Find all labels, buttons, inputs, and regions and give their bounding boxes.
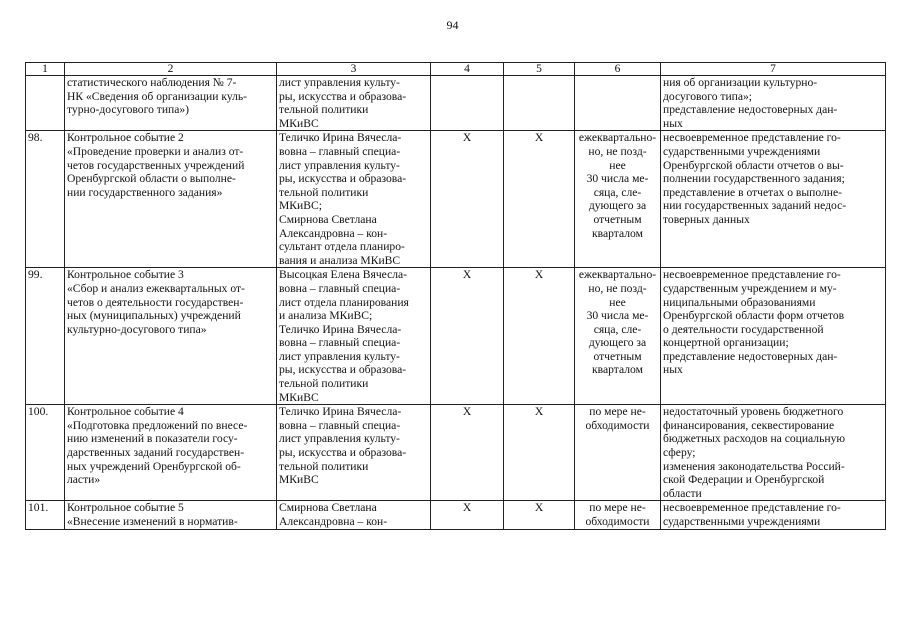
control-event-line: «Подготовка предложений по внесе- [67, 418, 248, 432]
responsible-person [277, 501, 431, 529]
column-number-row [26, 63, 886, 76]
responsible-person-line: Высоцкая Елена Вячесла- [279, 268, 408, 282]
responsible-person-line: вания и анализа МКиВС [279, 253, 401, 267]
mark-cell: X [431, 405, 504, 501]
risks-line: о деятельности государственной [663, 322, 824, 336]
deadline-line: сяца, сле- [593, 185, 642, 199]
mark-cell: X [504, 501, 575, 529]
risks-line: Оренбургской области отчетов о вы- [663, 158, 844, 172]
responsible-person [277, 268, 431, 405]
mark-cell: X [504, 405, 575, 501]
control-event-line: ных учреждений Оренбургской об- [67, 459, 241, 473]
deadline-line: но, не позд- [588, 144, 647, 158]
mark-cell: X [431, 131, 504, 268]
column-header: 5 [504, 63, 575, 76]
responsible-person-line: Смирнова Светлана [279, 501, 377, 515]
deadline-line: сяца, сле- [593, 322, 642, 336]
control-event-line: ласти» [67, 473, 101, 487]
deadline-line: по мере не- [589, 501, 646, 515]
responsible-person-line: МКиВС; [279, 199, 322, 213]
deadline [575, 268, 661, 405]
responsible-person-line: ры, искусства и образова- [279, 172, 407, 186]
risks-line: несвоевременное представление го- [663, 131, 841, 145]
control-event-line: четов о деятельности государствен- [67, 295, 244, 309]
control-event-line: турно-досугового типа») [67, 103, 190, 117]
responsible-person-line: лист управления культу- [279, 76, 400, 89]
deadline-line: 30 числа ме- [586, 309, 649, 323]
risks [661, 405, 886, 501]
risks-line: несвоевременное представление го- [663, 501, 841, 515]
column-header: 7 [661, 63, 886, 76]
row-number: 98. [26, 131, 65, 268]
responsible-person-line: тельной политики [279, 103, 369, 117]
mark-cell [504, 76, 575, 131]
deadline-line: обходимости [585, 515, 650, 528]
deadline-line: кварталом [592, 363, 643, 377]
control-event-line: ных (муниципальных) учреждений [67, 309, 241, 323]
control-event-line: дарственных заданий государствен- [67, 446, 245, 460]
deadline-line: но, не позд- [588, 281, 647, 295]
control-event-line: «Проведение проверки и анализ от- [67, 144, 244, 158]
control-event-line: четов государственных учреждений [67, 158, 245, 172]
column-header: 2 [65, 63, 277, 76]
risks-line: товерных данных [663, 212, 750, 226]
responsible-person-line: Александровна – кон- [279, 515, 388, 528]
control-event-line: культурно-досугового типа» [67, 322, 207, 336]
control-event-line: Контрольное событие 5 [67, 501, 184, 515]
risks-line: представление в отчетах о выполне- [663, 185, 843, 199]
responsible-person-line: вовна – главный специа- [279, 144, 401, 158]
risks-line: сударственными учреждениями [663, 515, 821, 528]
column-header: 1 [26, 63, 65, 76]
control-event-line: «Внесение изменений в норматив- [67, 515, 238, 528]
responsible-person-line: вовна – главный специа- [279, 281, 401, 295]
responsible-person-line: Теличко Ирина Вячесла- [279, 405, 402, 419]
mark-cell: X [431, 501, 504, 529]
row-number: 101. [26, 501, 65, 529]
deadline-line: кварталом [592, 226, 643, 240]
responsible-person-line: тельной политики [279, 459, 369, 473]
risks-line: несвоевременное представление го- [663, 268, 841, 282]
control-event [65, 268, 277, 405]
control-event [65, 131, 277, 268]
responsible-person-line: лист управления культу- [279, 349, 400, 363]
responsible-person-line: тельной политики [279, 377, 369, 391]
responsible-person-line: МКиВС [279, 116, 319, 130]
mark-cell: X [504, 268, 575, 405]
mark-cell: X [504, 131, 575, 268]
risks-line: недостаточный уровень бюджетного [663, 405, 844, 419]
risks-line: представление недостоверных дан- [663, 103, 838, 117]
deadline [575, 76, 661, 131]
risks [661, 501, 886, 529]
risks [661, 131, 886, 268]
risks-line: ской Федерации и Оренбургской [663, 473, 825, 487]
risks-line: нии государственных заданий недос- [663, 199, 847, 213]
deadline-line: отчетным [593, 349, 642, 363]
responsible-person [277, 131, 431, 268]
table-row [26, 501, 886, 529]
control-event-line: «Сбор и анализ ежеквартальных от- [67, 281, 245, 295]
control-event-line: Контрольное событие 4 [67, 405, 184, 419]
control-event [65, 76, 277, 131]
responsible-person-line: вовна – главный специа- [279, 336, 401, 350]
document-table [25, 62, 886, 530]
responsible-person [277, 76, 431, 131]
table-row [26, 405, 886, 501]
responsible-person-line: вовна – главный специа- [279, 418, 401, 432]
risks [661, 76, 886, 131]
deadline-line: дующего за [588, 336, 647, 350]
deadline-line: обходимости [585, 418, 650, 432]
responsible-person-line: МКиВС [279, 473, 319, 487]
risks-line: сферу; [663, 446, 696, 460]
table-row [26, 131, 886, 268]
deadline-line: дующего за [588, 199, 647, 213]
control-event-line: Оренбургской области о выполне- [67, 172, 236, 186]
table-row [26, 76, 886, 131]
responsible-person-line: и анализа МКиВС; [279, 309, 373, 323]
control-event-line: статистического наблюдения № 7- [67, 76, 237, 89]
control-event [65, 501, 277, 529]
control-event [65, 405, 277, 501]
control-event-line: нии государственного задания» [67, 185, 223, 199]
responsible-person-line: ры, искусства и образова- [279, 446, 407, 460]
deadline-line: 30 числа ме- [586, 172, 649, 186]
responsible-person-line: ры, искусства и образова- [279, 363, 407, 377]
page-number: 94 [446, 18, 459, 32]
risks-line: изменения законодательства Россий- [663, 459, 845, 473]
row-number: 100. [26, 405, 65, 501]
deadline-line: отчетным [593, 212, 642, 226]
mark-cell: X [431, 268, 504, 405]
deadline [575, 405, 661, 501]
responsible-person-line: Смирнова Светлана [279, 212, 377, 226]
risks-line: ных [663, 363, 683, 377]
deadline-line: по мере не- [589, 405, 646, 419]
column-header: 3 [277, 63, 431, 76]
responsible-person-line: лист отдела планирования [279, 295, 409, 309]
risks-line: ниципальными образованиями [663, 295, 816, 309]
deadline-line: ежеквартально- [578, 268, 657, 282]
row-number: 99. [26, 268, 65, 405]
responsible-person-line: Александровна – кон- [279, 226, 388, 240]
deadline-line: ежеквартально- [578, 131, 657, 145]
responsible-person-line: Теличко Ирина Вячесла- [279, 131, 402, 145]
deadline-line: нее [609, 295, 626, 309]
row-number [26, 76, 65, 131]
risks-line: области [663, 486, 702, 500]
mark-cell [431, 76, 504, 131]
table-row [26, 268, 886, 405]
control-event-line: Контрольное событие 3 [67, 268, 184, 282]
responsible-person-line: лист управления культу- [279, 158, 400, 172]
responsible-person [277, 405, 431, 501]
risks-line: сударственными учреждениями [663, 144, 821, 158]
responsible-person-line: тельной политики [279, 185, 369, 199]
risks-line: досугового типа»; [663, 89, 753, 103]
responsible-person-line: ры, искусства и образова- [279, 89, 407, 103]
deadline [575, 131, 661, 268]
column-header: 4 [431, 63, 504, 76]
control-event-line: НК «Сведения об организации куль- [67, 89, 248, 103]
risks-line: ния об организации культурно- [663, 76, 818, 89]
risks-line: представление недостоверных дан- [663, 349, 838, 363]
risks [661, 268, 886, 405]
risks-line: ных [663, 116, 683, 130]
risks-line: концертной организации; [663, 336, 789, 350]
deadline [575, 501, 661, 529]
control-event-line: нию изменений в показатели госу- [67, 432, 238, 446]
risks-line: Оренбургской области форм отчетов [663, 309, 845, 323]
deadline-line: нее [609, 158, 626, 172]
risks-line: сударственным учреждением и му- [663, 281, 837, 295]
responsible-person-line: Теличко Ирина Вячесла- [279, 322, 402, 336]
risks-line: полнении государственного задания; [663, 172, 845, 186]
risks-line: финансирования, секвестирование [663, 418, 835, 432]
control-event-line: Контрольное событие 2 [67, 131, 184, 145]
column-header: 6 [575, 63, 661, 76]
responsible-person-line: лист управления культу- [279, 432, 400, 446]
responsible-person-line: сультант отдела планиро- [279, 240, 405, 254]
responsible-person-line: МКиВС [279, 390, 319, 404]
risks-line: бюджетных расходов на социальную [663, 432, 846, 446]
